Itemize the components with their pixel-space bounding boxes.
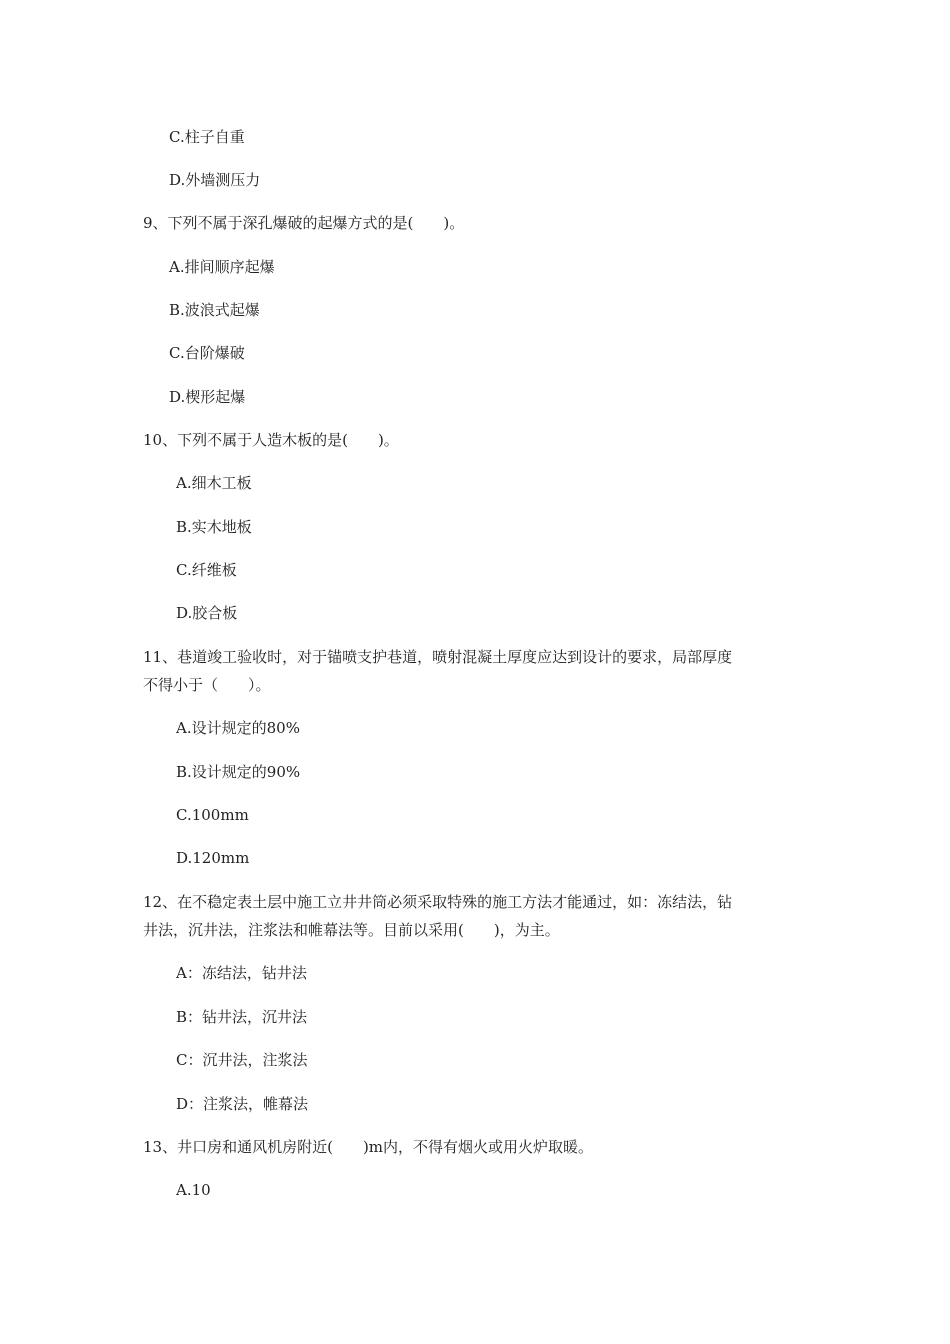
option-c-q11: C.100mm <box>176 806 249 824</box>
question-11-stem-line2: 不得小于（ ）。 <box>143 676 271 694</box>
option-a-q13: A.10 <box>176 1181 211 1199</box>
option-b-q9: B.波浪式起爆 <box>169 301 260 319</box>
option-d-q10: D.胶合板 <box>176 604 238 622</box>
option-d-q8: D.外墙测压力 <box>169 171 261 189</box>
option-a-q9: A.排间顺序起爆 <box>169 258 275 276</box>
option-c-q8: C.柱子自重 <box>169 128 245 146</box>
question-12-stem-line2: 井法，沉井法，注浆法和帷幕法等。目前以采用( )，为主。 <box>143 921 560 939</box>
option-c-q12: C：沉井法，注浆法 <box>176 1051 308 1069</box>
option-a-q10: A.细木工板 <box>176 474 252 492</box>
question-10-stem: 10、下列不属于人造木板的是( )。 <box>143 431 399 449</box>
option-b-q11: B.设计规定的90% <box>176 763 301 781</box>
option-a-q11: A.设计规定的80% <box>176 719 300 737</box>
option-d-q11: D.120mm <box>176 849 250 867</box>
question-13-stem: 13、井口房和通风机房附近( )m内，不得有烟火或用火炉取暖。 <box>143 1138 594 1156</box>
option-b-q12: B：钻井法，沉井法 <box>176 1008 308 1026</box>
option-a-q12: A：冻结法，钻井法 <box>176 964 307 982</box>
option-d-q12: D：注浆法，帷幕法 <box>176 1095 309 1113</box>
option-b-q10: B.实木地板 <box>176 518 252 536</box>
question-9-stem: 9、下列不属于深孔爆破的起爆方式的是( )。 <box>143 214 465 232</box>
question-11-stem-line1: 11、巷道竣工验收时，对于锚喷支护巷道，喷射混凝土厚度应达到设计的要求，局部厚度 <box>143 648 733 666</box>
option-c-q9: C.台阶爆破 <box>169 344 245 362</box>
option-d-q9: D.楔形起爆 <box>169 388 246 406</box>
question-12-stem-line1: 12、在不稳定表土层中施工立井井筒必须采取特殊的施工方法才能通过，如：冻结法，钻 <box>143 893 733 911</box>
option-c-q10: C.纤维板 <box>176 561 237 579</box>
